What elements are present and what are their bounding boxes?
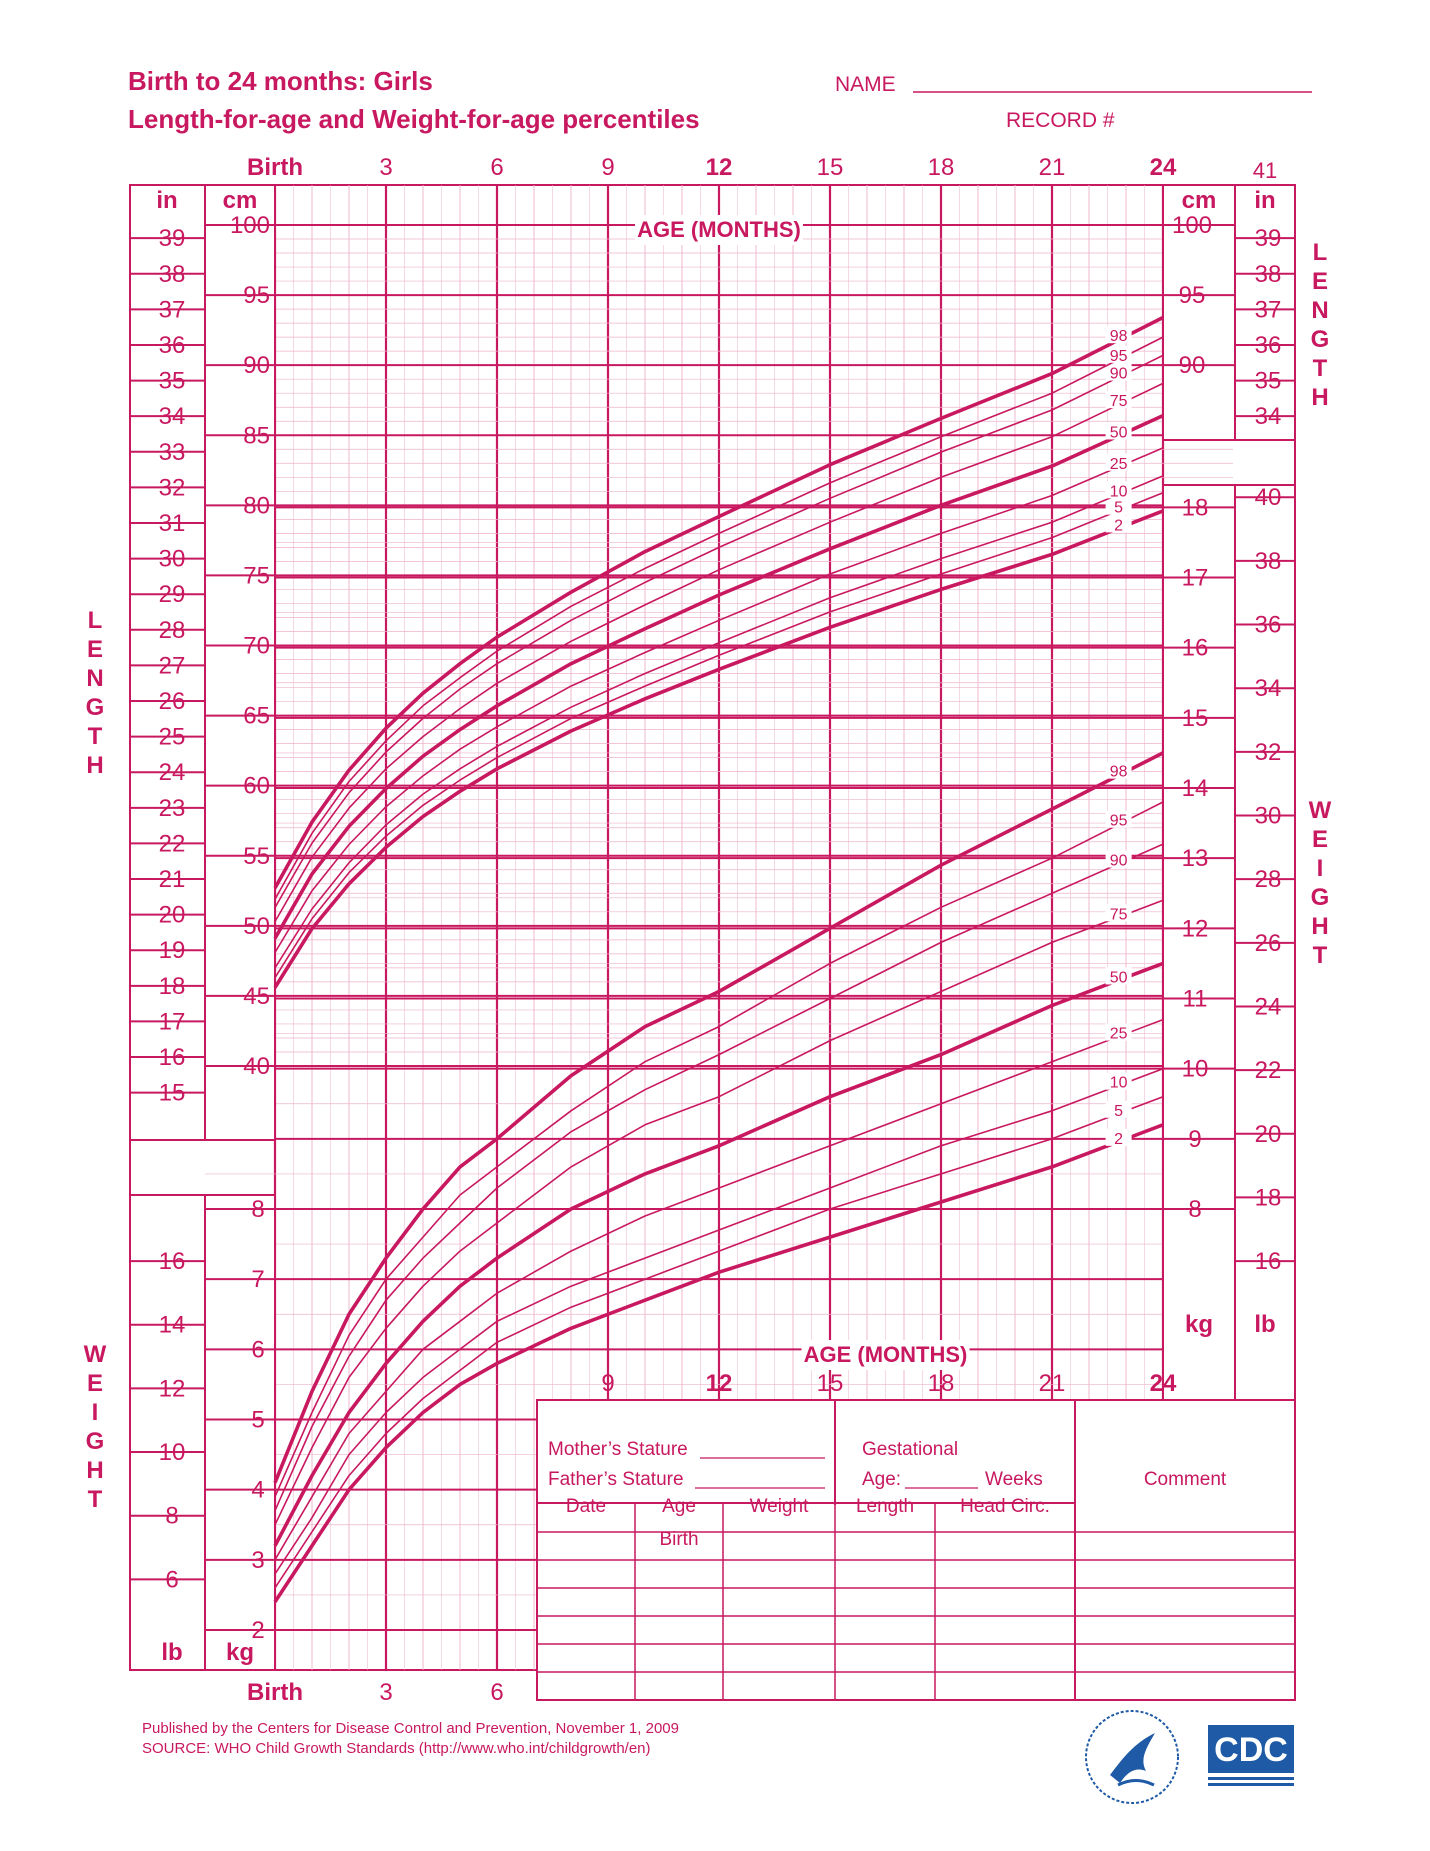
length-vertical-label-left: E: [86, 636, 104, 663]
lb-tick-label: 34: [1254, 675, 1282, 703]
kg-tick-label: 12: [1181, 915, 1209, 943]
age-tick-label-mid: 12: [705, 1370, 733, 1397]
age-tick-label-top: 21: [1038, 154, 1066, 181]
lb-tick-label: 38: [1254, 547, 1282, 575]
in-tick-label: 34: [1254, 403, 1282, 431]
table-first-row-age: Birth: [659, 1529, 699, 1550]
length-vertical-label-left: T: [87, 723, 103, 750]
cm-tick-label: 95: [243, 282, 270, 310]
lb-tick-label: 18: [1254, 1184, 1282, 1212]
in-tick-label: 29: [158, 581, 186, 609]
length-vertical-label-right: N: [1311, 297, 1329, 324]
cm-tick-label: 90: [243, 352, 270, 380]
length-percentile-label: 95: [1109, 347, 1128, 365]
in-tick-label: 33: [158, 438, 186, 466]
age-axis-caption-top: AGE (MONTHS): [637, 217, 801, 242]
kg-tick-label: 6: [251, 1336, 265, 1364]
lb-tick-label: 10: [158, 1439, 186, 1467]
age-tick-label-mid: 24: [1149, 1370, 1177, 1397]
weight-vertical-label-left: H: [86, 1457, 104, 1484]
weight-vertical-label-left: G: [85, 1428, 105, 1455]
table-column-header: Weight: [749, 1496, 809, 1517]
kg-tick-label: 3: [251, 1546, 265, 1574]
in-tick-label: 36: [158, 331, 186, 359]
length-percentile-label: 2: [1114, 517, 1124, 535]
length-vertical-label-right: H: [1311, 384, 1329, 411]
in-tick-label: 38: [158, 260, 186, 288]
age-tick-label-top: 24: [1149, 154, 1177, 181]
age-axis-caption-bottom: AGE (MONTHS): [803, 1342, 968, 1367]
lb-tick-label: 14: [158, 1311, 186, 1339]
age-tick-label-top: 3: [379, 154, 393, 181]
in-tick-label: 28: [158, 616, 186, 644]
cm-tick-label: 80: [243, 492, 270, 520]
weight-percentile-label: 5: [1114, 1102, 1124, 1120]
weight-percentile-label: 75: [1109, 906, 1128, 924]
kg-tick-label: 17: [1181, 564, 1209, 592]
length-vertical-label-right: E: [1311, 268, 1329, 295]
in-tick-label: 39: [1254, 225, 1282, 253]
weight-vertical-label-right: E: [1311, 826, 1329, 853]
kg-tick-label: 16: [1181, 634, 1209, 662]
kg-tick-label: 14: [1181, 775, 1209, 802]
age-tick-label-mid: 9: [601, 1370, 615, 1397]
cm-tick-label: 95: [1178, 282, 1206, 310]
lb-tick-label: 30: [1254, 802, 1282, 830]
lb-unit-label: lb: [161, 1639, 183, 1666]
age-tick-label-top: 18: [927, 154, 955, 181]
weight-percentile-label: 95: [1109, 812, 1128, 830]
in-unit-label: in: [156, 187, 178, 214]
length-vertical-label-left: G: [85, 694, 105, 721]
length-percentile-label: 75: [1109, 393, 1128, 411]
cm-tick-label: 65: [243, 702, 270, 730]
cm-tick-label: 100: [1171, 212, 1213, 239]
published-note: Published by the Centers for Disease Control and Prevention, November 1, 2009: [142, 1720, 679, 1737]
in-tick-label: 38: [1254, 260, 1282, 288]
in-tick-label: 39: [158, 225, 186, 253]
weight-percentile-label: 98: [1109, 763, 1128, 781]
lb-tick-label: 12: [158, 1375, 186, 1403]
lb-unit-label: lb: [1254, 1311, 1276, 1338]
cm-tick-label: 60: [243, 772, 270, 800]
weeks-label: Weeks: [985, 1469, 1043, 1490]
record-label: RECORD #: [1006, 109, 1115, 132]
in-tick-label: 26: [158, 688, 186, 716]
length-percentile-label: 50: [1109, 424, 1128, 442]
svg-text:CDC: CDC: [1214, 1731, 1288, 1769]
kg-tick-label: 8: [251, 1196, 265, 1223]
lb-tick-label: 20: [1254, 1120, 1282, 1148]
in-tick-label: 17: [158, 1008, 186, 1036]
age-tick-label-mid: 21: [1038, 1370, 1066, 1397]
lb-tick-label: 22: [1254, 1057, 1282, 1085]
kg-scale-right: [1163, 485, 1235, 1400]
source-note: SOURCE: WHO Child Growth Standards (http://www.who.int/childgrowth/en): [142, 1740, 651, 1757]
kg-tick-label: 8: [1188, 1196, 1202, 1223]
age-tick-label-bottom: Birth: [247, 1679, 303, 1706]
in-tick-label: 24: [158, 759, 186, 787]
cm-unit-label: cm: [222, 187, 258, 214]
kg-tick-label: 5: [251, 1406, 265, 1434]
cm-tick-label: 75: [243, 562, 270, 590]
cm-tick-label: 90: [1178, 352, 1206, 380]
age-tick-label-top: Birth: [247, 154, 303, 181]
chart-title-line1: Birth to 24 months: Girls: [128, 66, 433, 96]
in-tick-label: 20: [158, 901, 186, 929]
in-tick-label: 35: [158, 367, 186, 395]
in-tick-label: 32: [158, 474, 186, 502]
age-tick-label-bottom: 6: [490, 1679, 504, 1706]
lb-tick-label: 16: [158, 1248, 186, 1276]
gestational-label: Gestational: [862, 1439, 959, 1460]
age-tick-label-mid: 18: [927, 1370, 955, 1397]
length-vertical-label-left: H: [86, 752, 104, 779]
lb-tick-label: 36: [1254, 611, 1282, 639]
length-percentile-label: 10: [1109, 483, 1128, 501]
weight-percentile-label: 25: [1109, 1025, 1128, 1043]
in-tick-label: 16: [158, 1044, 186, 1072]
table-column-header: Age: [662, 1496, 696, 1517]
cm-unit-label: cm: [1181, 187, 1217, 214]
length-vertical-label-right: T: [1312, 355, 1328, 382]
in-unit-label: in: [1254, 187, 1276, 214]
comment-label: Comment: [1143, 1469, 1227, 1490]
kg-tick-label: 7: [251, 1266, 265, 1294]
in-tick-label: 18: [158, 972, 186, 1000]
in-tick-label: 19: [158, 937, 186, 965]
weight-vertical-label-right: W: [1308, 797, 1332, 824]
gestational-age-label: Age:: [862, 1469, 902, 1490]
weight-vertical-label-right: G: [1310, 884, 1330, 911]
in-tick-label: 34: [158, 403, 186, 431]
hhs-seal-icon: [1086, 1711, 1178, 1803]
mothers-stature-label: Mother’s Stature: [548, 1439, 688, 1460]
lb-tick-label: 28: [1254, 866, 1282, 894]
weight-vertical-label-left: E: [86, 1370, 104, 1397]
weight-vertical-label-right: T: [1312, 942, 1328, 969]
extra-top-label: 41: [1252, 158, 1278, 183]
lb-tick-label: 32: [1254, 738, 1282, 766]
weight-vertical-label-left: I: [91, 1399, 99, 1426]
weight-vertical-label-right: H: [1311, 913, 1329, 940]
in-tick-label: 36: [1254, 331, 1282, 359]
in-tick-label: 37: [158, 296, 186, 324]
kg-tick-label: 13: [1181, 845, 1209, 873]
cm-tick-label: 55: [243, 842, 270, 870]
in-tick-label: 35: [1254, 367, 1282, 395]
cm-tick-label: 50: [243, 912, 270, 940]
in-tick-label: 22: [158, 830, 186, 858]
lb-tick-label: 6: [165, 1566, 179, 1594]
cm-tick-label: 45: [243, 982, 270, 1010]
weight-vertical-label-right: I: [1316, 855, 1324, 882]
in-tick-label: 23: [158, 794, 186, 822]
length-percentile-label: 5: [1114, 499, 1124, 517]
age-tick-label-top: 6: [490, 154, 504, 181]
cm-tick-label: 70: [243, 632, 270, 660]
table-column-header: Length: [855, 1496, 915, 1517]
length-vertical-label-left: L: [87, 607, 103, 634]
length-vertical-label-right: G: [1310, 326, 1330, 353]
cm-tick-label: 85: [243, 422, 270, 450]
kg-unit-label: kg: [1184, 1311, 1214, 1338]
chart-title-line2: Length-for-age and Weight-for-age percentiles: [128, 104, 700, 134]
kg-tick-label: 18: [1181, 494, 1209, 522]
age-tick-label-top: 9: [601, 154, 615, 181]
weight-percentile-label: 2: [1114, 1130, 1124, 1148]
in-tick-label: 27: [158, 652, 186, 680]
in-tick-label: 15: [158, 1079, 186, 1107]
weight-percentile-label: 50: [1109, 969, 1128, 987]
in-tick-label: 37: [1254, 296, 1282, 324]
kg-tick-label: 9: [1188, 1125, 1202, 1153]
lb-tick-label: 26: [1254, 929, 1282, 957]
lb-tick-label: 8: [165, 1502, 179, 1530]
weight-vertical-label-left: T: [87, 1486, 103, 1513]
table-column-header: Date: [565, 1496, 607, 1517]
weight-percentile-label: 90: [1109, 852, 1128, 870]
cm-tick-label: 100: [229, 212, 270, 239]
cm-tick-label: 40: [243, 1053, 270, 1080]
weight-vertical-label-left: W: [83, 1341, 107, 1368]
age-tick-label-bottom: 3: [379, 1679, 393, 1706]
length-percentile-label: 98: [1109, 328, 1128, 346]
kg-unit-label: kg: [225, 1639, 255, 1666]
cdc-logo-icon: [1208, 1725, 1294, 1786]
in-tick-label: 21: [158, 866, 186, 894]
in-tick-label: 30: [158, 545, 186, 573]
kg-tick-label: 4: [251, 1476, 265, 1504]
kg-tick-label: 15: [1181, 704, 1209, 732]
name-label: NAME: [835, 73, 896, 96]
lb-tick-label: 16: [1254, 1248, 1282, 1276]
length-percentile-label: 25: [1109, 455, 1128, 473]
kg-tick-label: 10: [1181, 1055, 1209, 1083]
weight-percentile-label: 10: [1109, 1074, 1128, 1092]
in-tick-label: 31: [158, 509, 186, 537]
age-tick-label-top: 12: [705, 154, 733, 181]
length-vertical-label-right: L: [1312, 239, 1328, 266]
length-percentile-label: 90: [1109, 365, 1128, 383]
table-column-header: Head Circ.: [960, 1496, 1050, 1517]
lb-tick-label: 24: [1254, 993, 1282, 1021]
lb-tick-label: 40: [1254, 484, 1282, 512]
fathers-stature-label: Father’s Stature: [548, 1469, 684, 1490]
kg-tick-label: 2: [251, 1617, 265, 1644]
age-tick-label-mid: 15: [816, 1370, 844, 1397]
age-tick-label-top: 15: [816, 154, 844, 181]
length-vertical-label-left: N: [86, 665, 104, 692]
in-tick-label: 25: [158, 723, 186, 751]
kg-tick-label: 11: [1182, 985, 1208, 1013]
